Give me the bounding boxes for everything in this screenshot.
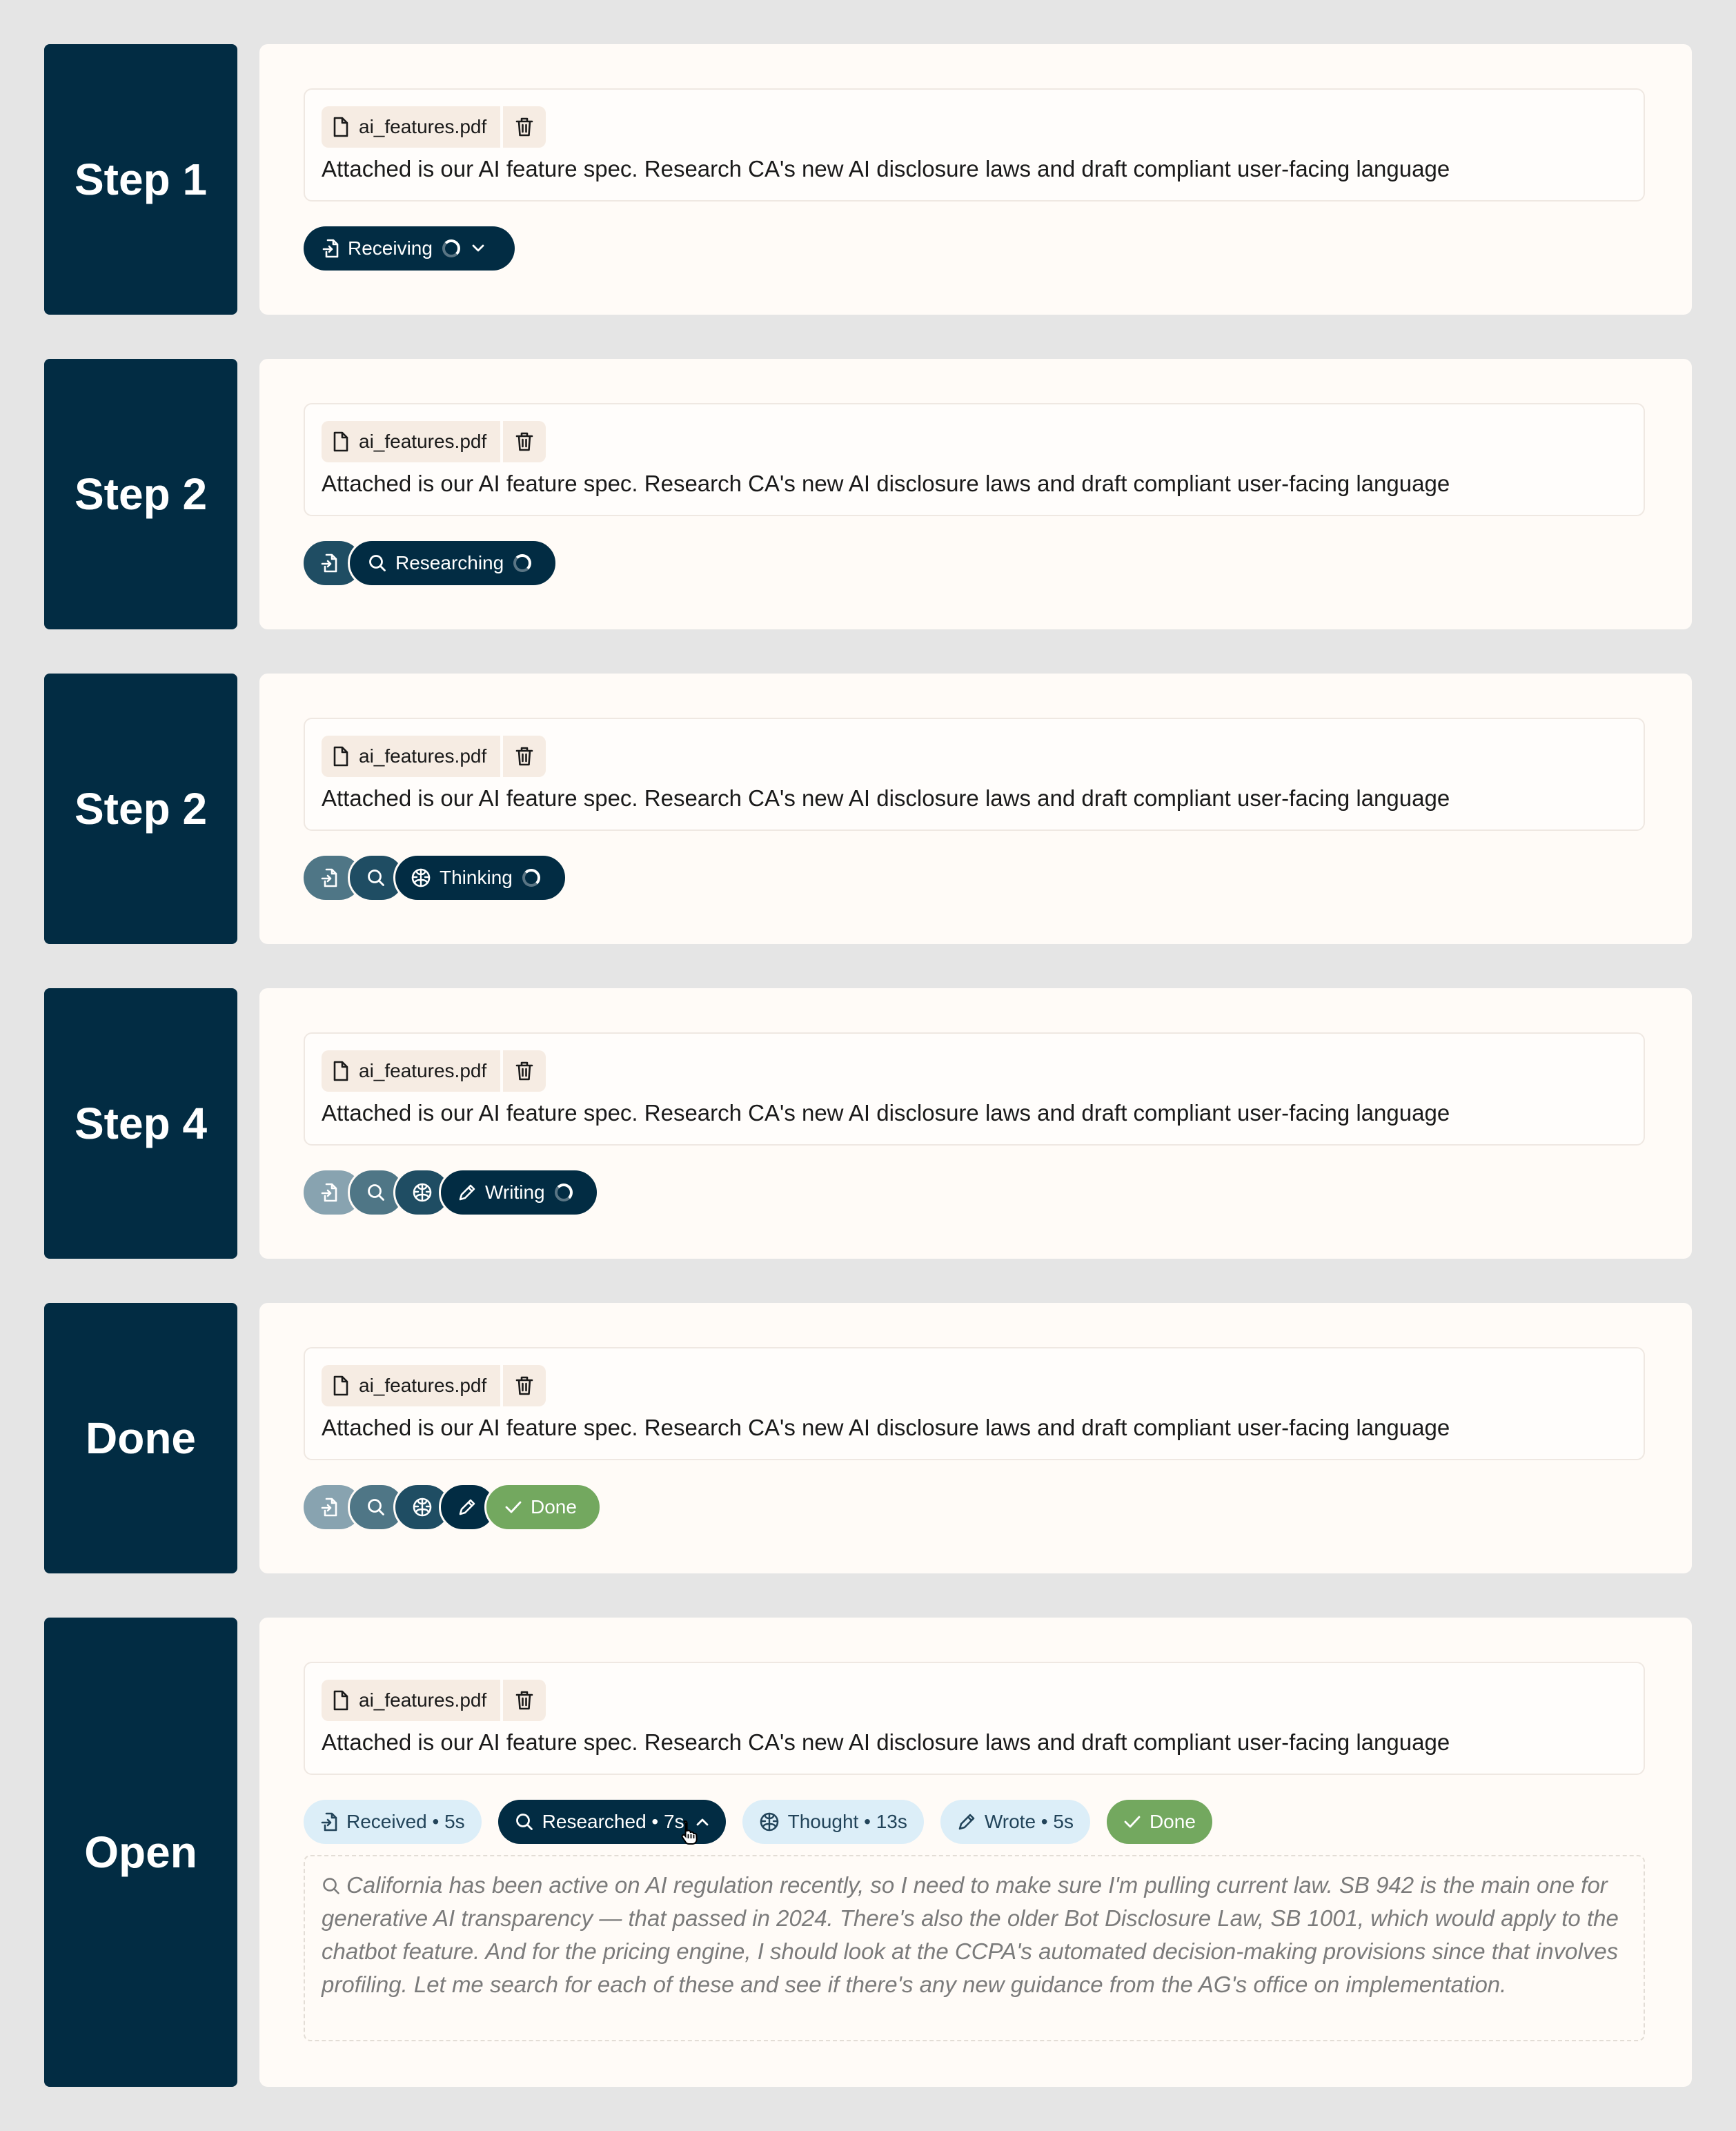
- trash-icon: [515, 746, 533, 767]
- reasoning-panel: [304, 1855, 1645, 2041]
- delete-attachment-button[interactable]: [503, 736, 546, 777]
- file-icon: [333, 1061, 349, 1081]
- file-icon: [333, 746, 349, 767]
- message-text: Attached is our AI feature spec. Research CA's new AI disclosure laws and draft compliant user-facing language: [322, 471, 1450, 496]
- attachment: [322, 1365, 546, 1406]
- search-icon: [366, 868, 386, 887]
- file-icon: [333, 1690, 349, 1711]
- status-label: Done: [531, 1496, 577, 1518]
- pill-label: Wrote • 5s: [984, 1811, 1074, 1832]
- file-icon: [333, 1375, 349, 1396]
- pill-label: Thought • 13s: [787, 1811, 907, 1832]
- message-box: [304, 403, 1645, 516]
- delete-attachment-button[interactable]: [503, 106, 546, 148]
- file-import-icon: [320, 553, 338, 573]
- file-name: ai_features.pdf: [359, 745, 487, 767]
- search-icon: [322, 1876, 341, 1896]
- brain-icon: [412, 1182, 433, 1203]
- step-pills: [304, 1800, 1212, 1844]
- chat-card: [259, 44, 1692, 315]
- file-name: ai_features.pdf: [359, 1060, 487, 1081]
- step-label: Step 2: [44, 359, 237, 629]
- step-row-1: [44, 44, 1692, 315]
- file-chip[interactable]: [322, 1365, 500, 1406]
- file-chip[interactable]: [322, 106, 500, 148]
- spinner-icon: [442, 239, 460, 257]
- status-label: Writing: [485, 1181, 545, 1203]
- attachment: [322, 1050, 546, 1092]
- pencil-icon: [957, 1812, 976, 1832]
- chevron-down-icon: [471, 244, 485, 253]
- status-label: Researching: [395, 552, 504, 573]
- message-text: Attached is our AI feature spec. Research CA's new AI disclosure laws and draft compliant user-facing language: [322, 1415, 1450, 1440]
- pill-label: Researched • 7s: [542, 1811, 684, 1832]
- status-label: Receiving: [348, 237, 433, 259]
- trash-icon: [515, 1375, 533, 1396]
- step-row-done: [44, 1303, 1692, 1573]
- message-box: [304, 1347, 1645, 1460]
- file-chip[interactable]: [322, 736, 500, 777]
- message-text: Attached is our AI feature spec. Research CA's new AI disclosure laws and draft compliant user-facing language: [322, 785, 1450, 811]
- search-icon: [366, 1497, 386, 1517]
- spinner-icon: [555, 1184, 573, 1201]
- chat-card: [259, 674, 1692, 944]
- message-text: Attached is our AI feature spec. Research CA's new AI disclosure laws and draft compliant user-facing language: [322, 156, 1450, 181]
- trash-icon: [515, 1690, 533, 1711]
- file-chip[interactable]: [322, 1050, 500, 1092]
- chat-card: [259, 1618, 1692, 2087]
- step-row-2: [44, 359, 1692, 629]
- step-label: Open: [44, 1618, 237, 2087]
- status-chip-researching[interactable]: [348, 539, 558, 587]
- status-chip-thinking[interactable]: [393, 854, 567, 902]
- pencil-icon: [457, 1183, 477, 1202]
- file-name: ai_features.pdf: [359, 1375, 487, 1396]
- file-icon: [333, 431, 349, 452]
- step-row-4: [44, 988, 1692, 1259]
- message-box: [304, 718, 1645, 831]
- step-label: Step 4: [44, 988, 237, 1259]
- pill-wrote[interactable]: [940, 1800, 1090, 1844]
- attachment: [322, 736, 546, 777]
- search-icon: [366, 1183, 386, 1202]
- brain-icon: [411, 867, 431, 888]
- attachment: [322, 1680, 546, 1721]
- message-box: [304, 1032, 1645, 1146]
- step-label: Done: [44, 1303, 237, 1573]
- check-icon: [504, 1500, 522, 1515]
- file-import-icon: [320, 867, 338, 888]
- file-chip[interactable]: [322, 1680, 500, 1721]
- pill-done[interactable]: [1107, 1800, 1212, 1844]
- step-label: Step 2: [44, 674, 237, 944]
- step-row-open: [44, 1618, 1692, 2087]
- pill-received[interactable]: [304, 1800, 482, 1844]
- status-label: Thinking: [440, 867, 513, 888]
- trash-icon: [515, 1061, 533, 1081]
- trash-icon: [515, 431, 533, 452]
- status-chip-writing[interactable]: [439, 1168, 599, 1217]
- check-icon: [1123, 1814, 1141, 1829]
- status-chip-done[interactable]: [484, 1483, 602, 1531]
- search-icon: [515, 1812, 534, 1832]
- brain-icon: [412, 1497, 433, 1518]
- message-box: [304, 1662, 1645, 1775]
- file-name: ai_features.pdf: [359, 116, 487, 137]
- status-chip-receiving[interactable]: [304, 226, 515, 271]
- file-import-icon: [320, 1811, 338, 1832]
- file-name: ai_features.pdf: [359, 431, 487, 452]
- step-row-3: [44, 674, 1692, 944]
- chat-card: [259, 988, 1692, 1259]
- spinner-icon: [522, 869, 540, 887]
- pill-label: Done: [1149, 1811, 1196, 1832]
- message-text: Attached is our AI feature spec. Research CA's new AI disclosure laws and draft compliant user-facing language: [322, 1100, 1450, 1126]
- file-import-icon: [320, 1182, 338, 1203]
- chat-card: [259, 1303, 1692, 1573]
- delete-attachment-button[interactable]: [503, 1365, 546, 1406]
- delete-attachment-button[interactable]: [503, 1680, 546, 1721]
- file-name: ai_features.pdf: [359, 1689, 487, 1711]
- pill-thought[interactable]: [742, 1800, 924, 1844]
- pencil-icon: [457, 1497, 477, 1517]
- brain-icon: [759, 1811, 780, 1832]
- file-import-icon: [320, 1497, 338, 1518]
- file-import-icon: [322, 238, 339, 259]
- spinner-icon: [513, 554, 531, 572]
- trash-icon: [515, 117, 533, 137]
- pointer-cursor-icon: [679, 1819, 700, 1845]
- step-label: Step 1: [44, 44, 237, 315]
- search-icon: [368, 553, 387, 573]
- delete-attachment-button[interactable]: [503, 421, 546, 462]
- pill-label: Received • 5s: [346, 1811, 465, 1832]
- attachment: [322, 106, 546, 148]
- file-icon: [333, 117, 349, 137]
- attachment: [322, 421, 546, 462]
- file-chip[interactable]: [322, 421, 500, 462]
- delete-attachment-button[interactable]: [503, 1050, 546, 1092]
- message-text: Attached is our AI feature spec. Research CA's new AI disclosure laws and draft compliant user-facing language: [322, 1729, 1450, 1755]
- chat-card: [259, 359, 1692, 629]
- message-box: [304, 88, 1645, 202]
- reasoning-text: California has been active on AI regulation recently, so I need to make sure I'm pulling current law. SB 942 is the main one for generative AI transparency — that passed in 2024. There's also the older Bot Disclosure Law, SB 1001, which would apply to the chatbot feature. And for the pricing engine, I should look at the CCPA's automated decision-making provisions since that involves profiling. Let me search for each of these and see if there's any new guidance from the AG's office on implementation.: [322, 1872, 1619, 1997]
